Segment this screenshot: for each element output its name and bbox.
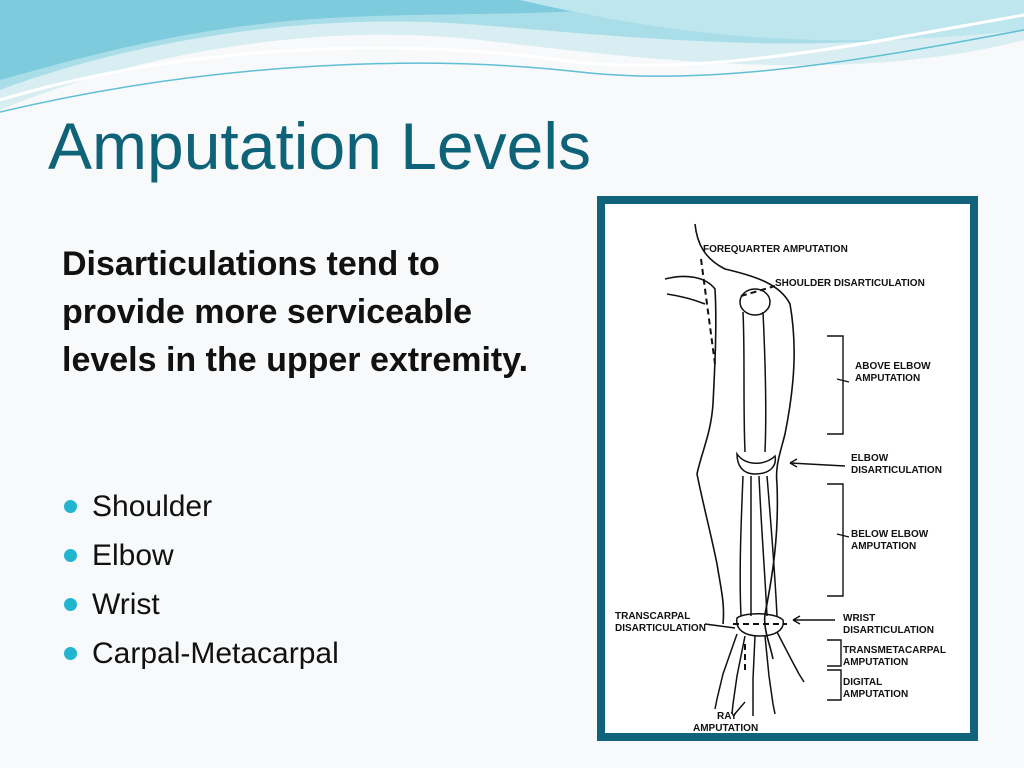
label-digital-2: AMPUTATION	[843, 689, 909, 700]
bullet-dot-icon	[64, 598, 77, 611]
bullet-item: Shoulder	[62, 482, 339, 531]
label-transcarpal-2: DISARTICULATION	[615, 623, 706, 634]
bullet-dot-icon	[64, 500, 77, 513]
label-transmetacarpal-1: TRANSMETACARPAL	[843, 645, 946, 656]
label-shoulder-disarticulation: SHOULDER DISARTICULATION	[775, 278, 925, 289]
label-elbow-2: DISARTICULATION	[851, 465, 942, 476]
label-transcarpal-1: TRANSCARPAL	[615, 611, 691, 622]
bullet-dot-icon	[64, 647, 77, 660]
label-digital-1: DIGITAL	[843, 677, 883, 688]
bullet-list	[62, 482, 339, 678]
label-transmetacarpal-2: AMPUTATION	[843, 657, 909, 668]
bullet-item: Wrist	[62, 580, 339, 629]
arm-skeleton-illustration	[605, 204, 970, 733]
bullet-dot-icon	[64, 549, 77, 562]
label-above-elbow-2: AMPUTATION	[855, 373, 921, 384]
label-forequarter: FOREQUARTER AMPUTATION	[703, 244, 848, 255]
label-wrist-2: DISARTICULATION	[843, 625, 934, 636]
label-below-elbow-1: BELOW ELBOW	[851, 529, 929, 540]
label-ray-2: AMPUTATION	[693, 723, 759, 733]
label-below-elbow-2: AMPUTATION	[851, 541, 917, 552]
label-wrist-1: WRIST	[843, 613, 876, 624]
slide-title: Amputation Levels	[48, 109, 591, 183]
label-elbow-1: ELBOW	[851, 453, 889, 464]
amputation-diagram	[597, 196, 978, 741]
label-ray-1: RAY	[717, 711, 738, 722]
lead-paragraph: Disarticulations tend to provide more serviceable levels in the upper extremity.	[62, 245, 529, 379]
bullet-item: Carpal-Metacarpal	[62, 629, 339, 678]
label-above-elbow-1: ABOVE ELBOW	[855, 361, 931, 372]
bullet-item: Elbow	[62, 531, 339, 580]
